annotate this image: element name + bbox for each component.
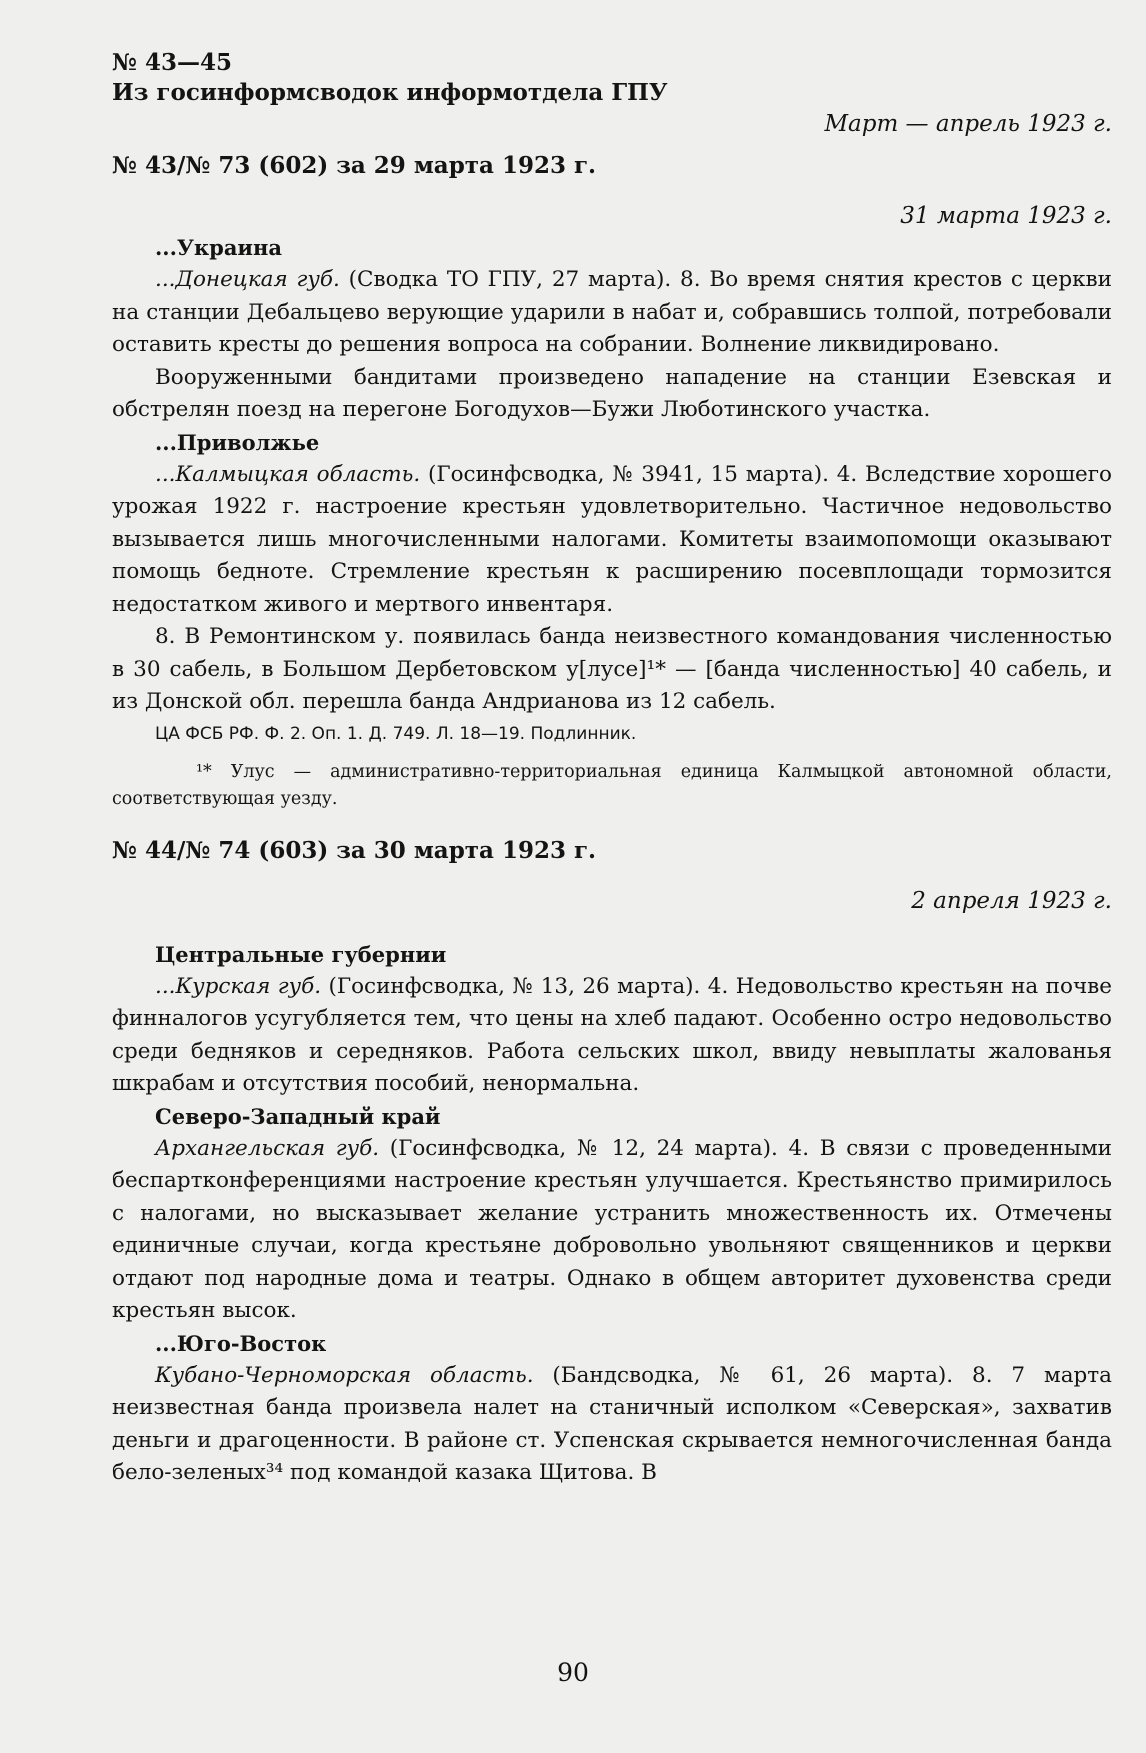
report-2-title: № 44/№ 74 (603) за 30 марта 1923 г. (112, 836, 597, 864)
paragraph-text: 8. В Ремонтинском у. появилась банда неизвестного командования численностью в 30 сабель, в Большом Дербетовском у[лусе]¹* — [банда численностью] 40 сабель, и из Донской обл. перешла банда Андрианова из 12 сабель. (112, 624, 1112, 714)
document-range: № 43—45 (112, 49, 233, 76)
paragraph-text: (Госинфсводка, № 13, 26 марта). 4. Недовольство крестьян на почве финналогов усугубляется тем, что цены на хлеб падают. Особенно остро недовольство среди бедняков и середняков. Работа сельских школ, ввиду невыплаты жалованья шкрабам и отсутствия пособий, ненормальна. (112, 973, 1112, 1096)
region-lead: Архангельская губ. (155, 1135, 380, 1161)
region-heading: ...Юго-Восток (155, 1330, 327, 1356)
archival-source: ЦА ФСБ РФ. Ф. 2. Оп. 1. Д. 749. Л. 18—19. Подлинник. (155, 723, 637, 744)
page-content (112, 48, 1112, 1490)
region-lead: Кубано-Черноморская область. (155, 1362, 534, 1388)
region-lead: ...Донецкая губ. (155, 267, 340, 292)
report-2-date: 2 апреля 1923 г. (911, 887, 1112, 914)
document-title: Из госинформсводок информотдела ГПУ (112, 79, 668, 106)
date-range: Март — апрель 1923 г. (824, 111, 1112, 137)
paragraph-text: (Бандсводка, № 61, 26 марта). 8. 7 марта неизвестная банда произвела налет на станичный исполком «Северская», захватив деньги и драгоценности. В районе ст. Успенская скрывается немногочисленная банда бело-зеленых³⁴ под командой казака Щитова. В (112, 1362, 1112, 1485)
paragraph (112, 971, 1112, 1101)
region-lead: ...Калмыцкая область. (155, 461, 421, 487)
footnote: ¹* Улус — административно-территориальная единица Калмыцкой автономной области, соответствующая уезду. (112, 761, 1112, 809)
paragraph-text: (Сводка ТО ГПУ, 27 марта). 8. Во время снятия крестов с церкви на станции Дебальцево верующие ударили в набат и, собравшись толпой, потребовали оставить кресты до решения вопроса на собрании. Волнение ликвидировано. (112, 267, 1112, 357)
paragraph-text: (Госинфсводка, № 12, 24 марта). 4. В связи с проведенными беспартконференциями настроение крестьян улучшается. Крестьянство примирилось с налогами, но высказывает желание устранить множественность их. Отмечены единичные случаи, когда крестьяне добровольно увольняют священников и церкви отдают под народные дома и театры. Однако в общем авторитет духовенства среди крестьян высок. (112, 1135, 1113, 1323)
region-heading: ...Приволжье (155, 429, 320, 455)
paragraph (112, 1133, 1112, 1328)
paragraph-text: Вооруженными бандитами произведено нападение на станции Езевская и обстрелян поезд на перегоне Богодухов—Бужи Люботинского участка. (112, 364, 1112, 422)
report-1-date: 31 марта 1923 г. (900, 203, 1112, 229)
paragraph (112, 362, 1112, 427)
report-1-title: № 43/№ 73 (602) за 29 марта 1923 г. (112, 152, 597, 179)
paragraph (112, 621, 1112, 719)
paragraph (112, 459, 1112, 622)
paragraph-text: (Госинфсводка, № 3941, 15 марта). 4. Вследствие хорошего урожая 1922 г. настроение крестьян удовлетворительно. Частичное недовольство вызывается лишь многочисленными налогами. Комитеты взаимопомощи оказывают помощь бедноте. Стремление крестьян к расширению посевплощади тормозится недостатком живого и мертвого инвентаря. (112, 461, 1112, 617)
region-lead: ...Курская губ. (155, 973, 322, 999)
paragraph (112, 1360, 1112, 1490)
region-heading: ...Украина (155, 235, 282, 260)
region-heading: Северо-Западный край (155, 1103, 441, 1129)
region-heading: Центральные губернии (155, 941, 447, 967)
page-number: 90 (557, 1658, 589, 1687)
paragraph (112, 264, 1112, 362)
